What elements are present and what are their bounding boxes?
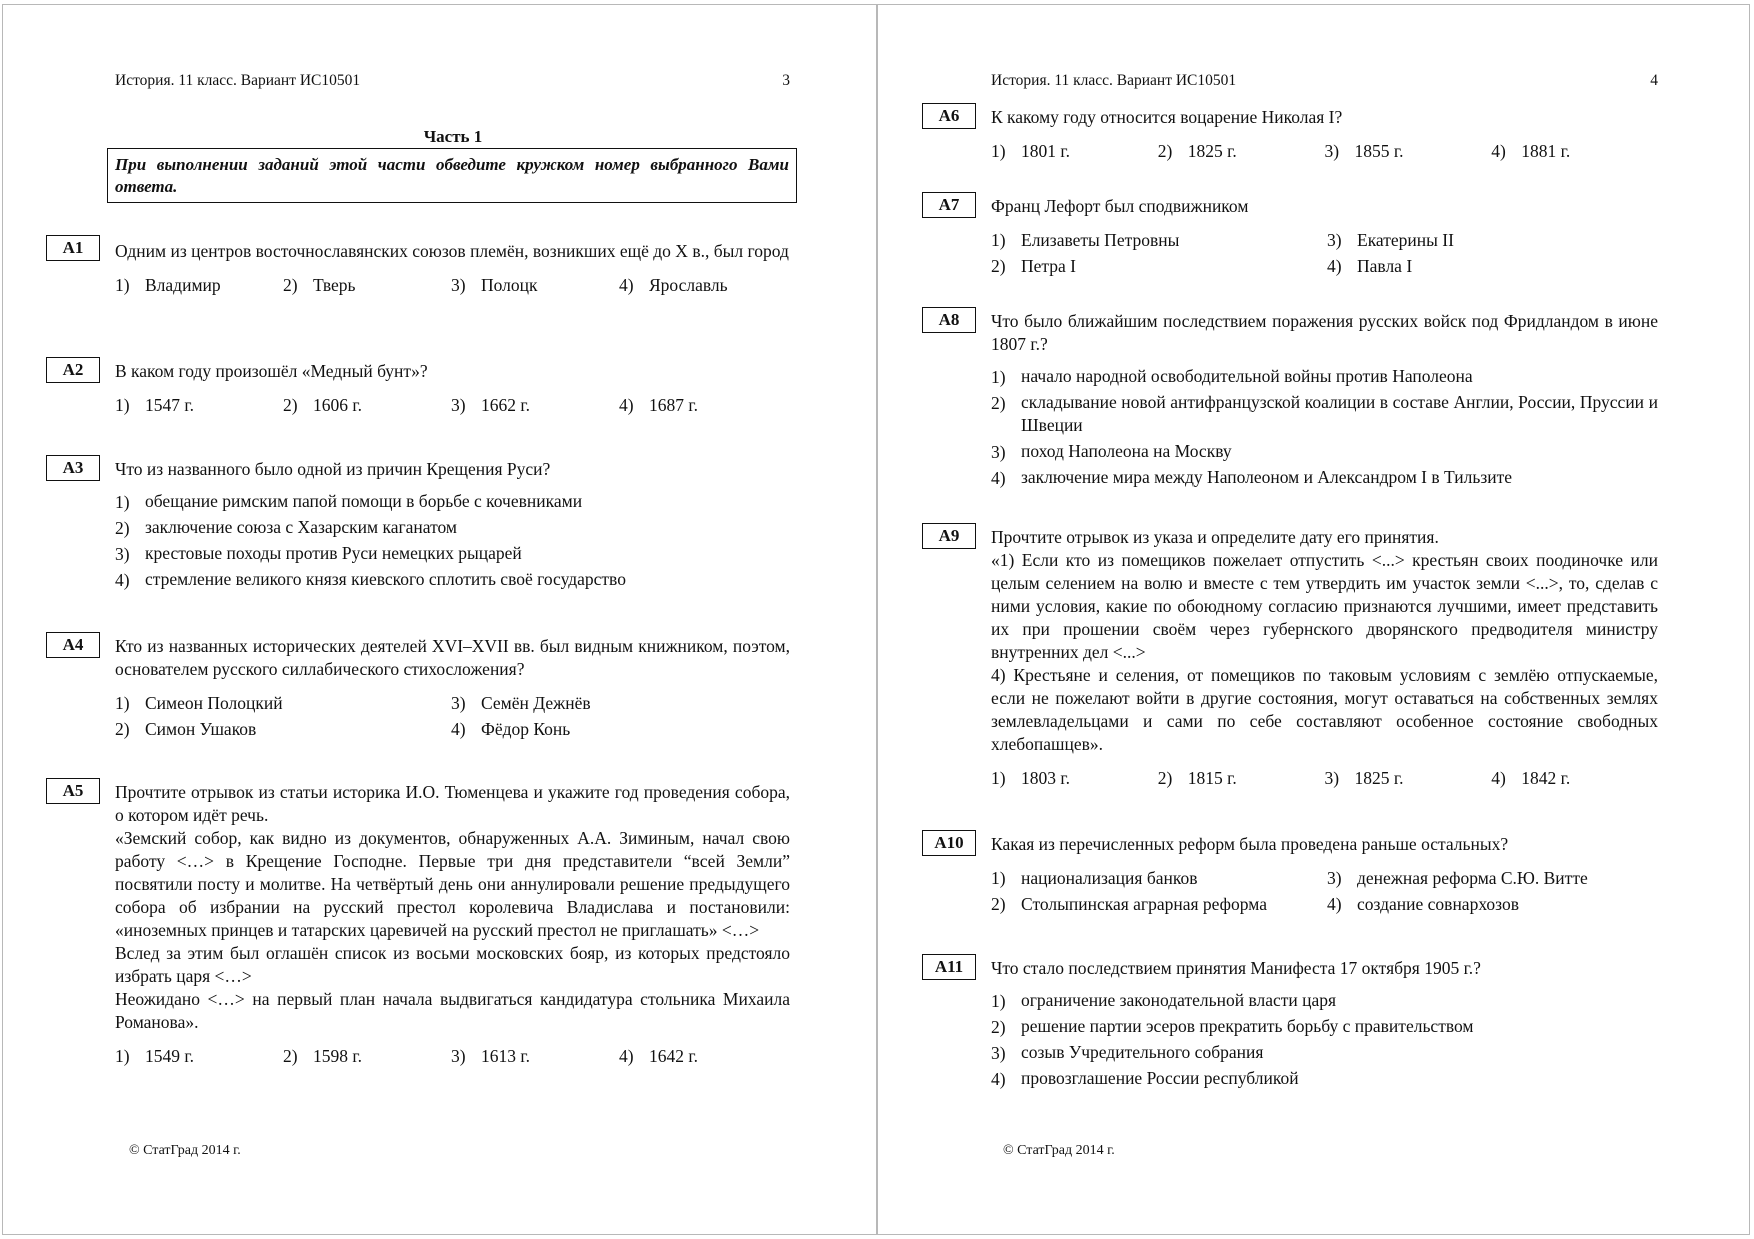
answer-option-1[interactable]: 1) 1547 г.	[115, 395, 194, 415]
answer-option-3[interactable]: 3) Семён Дежнёв	[451, 693, 591, 713]
answer-option-4[interactable]: 4) заключение мира между Наполеоном и Александром I в Тильзите	[991, 467, 1513, 488]
task-label: А1	[46, 235, 100, 261]
answer-option-2[interactable]: 2) Тверь	[283, 275, 356, 295]
answer-option-1[interactable]: 1) национализация банков	[991, 868, 1198, 888]
page-number: 4	[1650, 72, 1658, 89]
answer-option-1[interactable]: 1) Елизаветы Петровны	[991, 230, 1180, 250]
footer-copyright: © СтатГрад 2014 г.	[1003, 1143, 1115, 1158]
answer-option-1[interactable]: 1) 1801 г.	[991, 141, 1070, 161]
answer-option-1[interactable]: 1) ограничение законодательной власти царя	[991, 990, 1337, 1011]
page-number: 3	[782, 72, 790, 89]
question-text: К какому году относится воцарение Николая I?	[991, 107, 1343, 127]
answer-options	[115, 274, 790, 297]
answer-option-3[interactable]: 3) денежная реформа С.Ю. Витте	[1327, 868, 1588, 888]
answer-option-1[interactable]: 1) Симеон Полоцкий	[115, 693, 283, 713]
page-header	[115, 72, 790, 90]
answer-option-3[interactable]: 3) Екатерины II	[1327, 230, 1454, 250]
answer-option-4[interactable]: 4) создание совнархозов	[1327, 894, 1519, 914]
header-title: История. 11 класс. Вариант ИС10501	[115, 72, 361, 89]
answer-option-3[interactable]: 3) 1825 г.	[1324, 768, 1404, 788]
task-label: А2	[46, 357, 100, 383]
answer-option-4[interactable]: 4) 1881 г.	[1491, 141, 1571, 161]
answer-option-1[interactable]: 1) обещание римским папой помощи в борьбе с кочевниками	[115, 491, 583, 512]
answer-option-2[interactable]: 2) заключение союза с Хазарским каганатом	[115, 517, 458, 538]
task-label: А8	[922, 307, 976, 333]
answer-option-2[interactable]: 2) Петра I	[991, 256, 1076, 276]
answer-option-2[interactable]: 2) Симон Ушаков	[115, 719, 257, 739]
answer-option-4[interactable]: 4) 1642 г.	[619, 1046, 698, 1066]
answer-option-3[interactable]: 3) Полоцк	[451, 275, 538, 295]
part-title: Часть 1	[423, 127, 483, 146]
task-label: А9	[922, 523, 976, 549]
question-text: Что было ближайшим последствием поражения русских войск под Фридландом в июне 1807 г.?	[991, 311, 1658, 354]
passage-paragraph: «Земский собор, как видно из документов, обнаруженных А.А. Зиминым, начал свою работу <…> в Крещение Господне. Первые три дня представители “всей Земли” посвятили посту и молитве. На четвёртый день они аннулировали решение предыдущего собора об избрании на русский престол королевича Владислава и постановили: «иноземных принцев и татарских царевичей на русский престол не приглашать» <…>	[115, 828, 790, 940]
answer-option-3[interactable]: 3) 1613 г.	[451, 1046, 530, 1066]
question-text: Одним из центров восточнославянских союзов племён, возникших ещё до X в., был город	[115, 241, 789, 261]
answer-option-3[interactable]: 3) 1662 г.	[451, 395, 530, 415]
answer-option-2[interactable]: 2) 1598 г.	[283, 1046, 362, 1066]
question-text: Что стало последствием принятия Манифеста 17 октября 1905 г.?	[991, 958, 1481, 978]
question-text: Прочтите отрывок из указа и определите дату его принятия.	[991, 527, 1439, 547]
answer-option-2[interactable]: 2) решение партии эсеров прекратить борьбу с правительством	[991, 1016, 1474, 1037]
task-label: А4	[46, 632, 100, 658]
task-label: А10	[922, 830, 976, 856]
answer-option-4[interactable]: 4) 1687 г.	[619, 395, 698, 415]
task-label: А3	[46, 455, 100, 481]
answer-options	[991, 988, 1658, 1092]
header-title: История. 11 класс. Вариант ИС10501	[991, 72, 1237, 89]
answer-options	[115, 1045, 790, 1068]
question-text: Франц Лефорт был сподвижником	[991, 196, 1249, 216]
answer-option-1[interactable]: 1) 1549 г.	[115, 1046, 194, 1066]
task-label: А6	[922, 103, 976, 129]
page-right	[877, 4, 1750, 1235]
answer-option-3[interactable]: 3) 1855 г.	[1324, 141, 1404, 161]
answer-option-4[interactable]: 4) Павла I	[1327, 256, 1413, 276]
question-text: Кто из названных исторических деятелей XVI–XVII вв. был видным книжником, поэтом, основателем русского силлабического стихосложения?	[115, 636, 790, 679]
answer-option-4[interactable]: 4) 1842 г.	[1491, 768, 1571, 788]
question-text: Какая из перечисленных реформ была проведена раньше остальных?	[991, 834, 1509, 854]
answer-option-2[interactable]: 2) 1815 г.	[1157, 768, 1237, 788]
page-header	[991, 72, 1658, 90]
answer-option-1[interactable]: 1) Владимир	[115, 275, 221, 295]
task-label: А11	[922, 954, 976, 980]
question-text: Прочтите отрывок из статьи историка И.О. Тюменцева и укажите год проведения собора, о котором идёт речь.	[115, 782, 790, 825]
answer-options	[991, 364, 1658, 491]
answer-option-3[interactable]: 3) поход Наполеона на Москву	[991, 441, 1232, 462]
page-left	[2, 4, 877, 1235]
answer-option-4[interactable]: 4) стремление великого князя киевского сплотить своё государство	[115, 569, 626, 590]
answer-options	[115, 394, 790, 417]
answer-option-1[interactable]: 1) 1803 г.	[991, 768, 1070, 788]
answer-option-2[interactable]: 2) Столыпинская аграрная реформа	[991, 894, 1267, 914]
task-label: А7	[922, 192, 976, 218]
footer-copyright: © СтатГрад 2014 г.	[129, 1143, 241, 1158]
answer-options	[991, 767, 1658, 790]
answer-options	[115, 489, 790, 593]
answer-options	[115, 690, 790, 742]
answer-option-4[interactable]: 4) Ярославль	[619, 275, 728, 295]
task-label: А5	[46, 778, 100, 804]
answer-option-4[interactable]: 4) провозглашение России республикой	[991, 1068, 1299, 1089]
answer-options	[991, 865, 1658, 917]
instruction-box: При выполнении заданий этой части обведите кружком номер выбранного Вами ответа.	[107, 148, 797, 203]
passage-paragraph: Неожидано <…> на первый план начала выдвигаться кандидатура стольника Михаила Романова».	[115, 989, 790, 1032]
passage-paragraph: Вслед за этим был оглашён список из восьми московских бояр, из которых предстояло избрать царя <…>	[115, 943, 790, 986]
question-text: В каком году произошёл «Медный бунт»?	[115, 361, 428, 381]
answer-option-3[interactable]: 3) крестовые походы против Руси немецких рыцарей	[115, 543, 522, 564]
passage-paragraph: 4) Крестьяне и селения, от помещиков по таковым условиям с землёю отпускаемые, если не пожелают войти в другие состояния, могут оставаться на собственных землях землевладельцами и сами по себе составляют особенное состояние свободных хлебопашцев».	[991, 665, 1658, 754]
answer-option-2[interactable]: 2) 1825 г.	[1157, 141, 1237, 161]
answer-option-1[interactable]: 1) начало народной освободительной войны против Наполеона	[991, 366, 1473, 387]
answer-option-2[interactable]: 2) 1606 г.	[283, 395, 362, 415]
answer-option-3[interactable]: 3) созыв Учредительного собрания	[991, 1042, 1264, 1063]
question-text: Что из названного было одной из причин Крещения Руси?	[115, 459, 551, 479]
passage-paragraph: «1) Если кто из помещиков пожелает отпустить <...> крестьян своих поодиночке или целым селением на волю и вместе с тем утвердить им участок земли <...>, то, сделав с ними условия, какие по обоюдному согласию признаются лучшими, имеет представить их при прошении своём через губернского дворянского предводителя министру внутренних дел <...>	[991, 550, 1658, 662]
answer-options	[991, 227, 1658, 279]
answer-option-2[interactable]: 2) складывание новой антифранцузской коалиции в составе Англии, России, Пруссии и Швеции	[991, 392, 1658, 435]
answer-option-4[interactable]: 4) Фёдор Конь	[451, 719, 571, 739]
answer-options	[991, 140, 1658, 163]
